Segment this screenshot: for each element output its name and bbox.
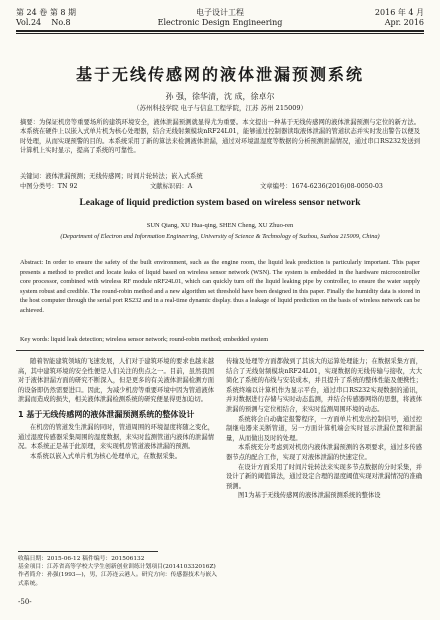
authors-en: SUN Qiang, XU Hua-qing, SHEN Cheng, XU Zhuo-ren [146, 222, 294, 229]
running-header [16, 8, 424, 28]
affiliation-cn: （苏州科技学院 电子与信息工程学院，江苏 苏州 215009） [132, 104, 307, 112]
footnote-rule [18, 551, 158, 552]
keywords-cn: 关键词：液体泄漏预测；无线传感网；时间片轮转法；嵌入式系统 [20, 173, 203, 180]
body-paragraph: 随着智能建筑领域的飞速发展，人们对于建筑环境的要求也越来越高，其中建筑环境的安全性便是人们关注的焦点之一。目前，虽然我国对于液体泄漏方面的研究不断深入，但是更多的有关液体泄漏检测方面的设备即仍然需要进口。因此，为减少机房等重要环境中因为管道液体泄漏而造成的损失，相关液体泄漏检测系统的研究便显得更加迫切。 [18, 358, 214, 404]
abstract-separator [16, 350, 424, 351]
body-paragraph: 图1为基于无线传感网的液体泄漏预测系统的整体设 [238, 492, 381, 500]
volume-issue-en: Vol.24 No.8 [16, 18, 71, 27]
body-paragraph: 本系统以嵌入式单片机为核心处理单元，在数据采集。 [30, 452, 182, 460]
page-number: -50- [18, 598, 32, 606]
body-paragraph: 在设计方面采用了时间片轮转法来实现多节点数据的分时采集，并设计了新的阈值算法，通过设定合理的湿度阈值实现对泄漏情况的准确预测。 [226, 463, 422, 490]
header-rule-thin [16, 33, 424, 34]
body-paragraph: 系统将会自动确定报警程序，一方面单片机发出控制信号，通过控制继电器来关断管道，另一方面计算机端会实时显示泄漏位置和泄漏量，从而做出及时的处理。 [226, 415, 422, 442]
journal-name-en: Electronic Design Engineering [157, 18, 283, 27]
abstract-en: Abstract: In order to ensure the safety of the built environment, such as the engine room, the liquid leak prediction is particularly important. This paper presents a method to predict and locate leaks of liquid based on wireless sensor network (WSN). The system is embedded in the hardware microcontroller core processor, combined with wireless RF module nRF24L01, which can quickly turn off the liquid leaking pipe by controller, to ensure the water supply system robust and credible. The round-robin method and a new algorithm set threshold have been designed in this paper. Finally the humidity data is stored in the host computer through the serial port RS232 and in a real-time dynamic display. thus a leakage of liquid prediction on the basis of wireless network can be achieved. [20, 259, 420, 314]
footnote-fund: 基金项目：江苏省高等学校大学生创新创业训练计划项目(201410332016Z) [18, 564, 216, 571]
article-number: 文章编号：1674-6236(2016)08-0050-03 [260, 183, 383, 190]
title-en: Leakage of liquid prediction system based on wireless sensor network [79, 198, 361, 208]
title-cn: 基于无线传感网的液体泄漏预测系统 [75, 65, 364, 84]
body-column-right [226, 357, 422, 501]
section-heading-1: 1 基于无线传感网的液体泄漏预测系统的整体设计 [18, 409, 195, 419]
keywords-en: Key words: liquid leak detection; wireless sensor network; round-robin method; embedded system [20, 336, 269, 343]
body-paragraph: 本系统充分考虑到对机房内液体泄漏预测的各项要求，通过多传感器节点的配合工作，实现了对液体泄漏的快速定位。 [226, 444, 422, 461]
date-en: Apr. 2016 [384, 18, 424, 27]
affiliation-en: (Department of Electron and Information Engineering, University of Science & Technology of Suzhou, Suzhou 215009, China) [60, 233, 380, 240]
body-column-left [18, 357, 214, 461]
body-paragraph: 在机房的管道发生泄漏的同时，管道周围的环境湿度将随之变化，通过湿度传感器采集周围的湿度数据，来实时监测管道内液体的泄漏情况。本系统正是基于此原理，来实现机房管道液体泄漏的预测。 [18, 423, 214, 451]
document-code: 文献标识码：A [150, 183, 193, 190]
date-cn: 2016 年 4 月 [374, 8, 424, 17]
footnotes [18, 555, 218, 588]
abstract-cn: 摘要：为保证机房等重要场所的建筑环境安全，液体泄漏预测就显得尤为重要。本文提出一种基于无线传感网的液体泄漏预测与定位的新方法。本系统在硬件上以嵌入式单片机为核心处理器，结合无线射频模块nRF24L01，能够通过控制器读取液体泄漏的管道状态并实时发出警告以便及时处理，从而实现预警的目的。本系统采用了新的算法来检测液体泄漏，通过对环境温湿度等数据的分析预测泄漏情况，通过串口RS232发送到计算机上实时显示，提高了系统的可靠性。 [20, 119, 420, 154]
footnote-received: 收稿日期：2015-06-12 稿件编号：201506132 [18, 556, 145, 562]
volume-issue-cn: 第 24 卷 第 8 期 [16, 8, 76, 17]
body-paragraph: 传输及处理等方面都做到了其该大的运算处理能力；在数据采集方面，结合了无线射频模块nRF24L01，实现数据的无线传输与接收，大大简化了系统的布线与安装成本，并且提升了系统的整体性能及便携性；系统终端以计算机作为显示平台，通过串口RS232实现数据的通讯，并对数据进行存储与实时动态监测，并结合传感器网络的思想，将液体泄漏的预测与定位相结合，来实时监测周围环境的动态。 [226, 358, 422, 413]
class-number: 中图分类号：TN 92 [20, 183, 78, 190]
authors-cn: 孙 强，徐华清，沈 成，徐卓尔 [165, 92, 275, 101]
classification-line [20, 182, 420, 191]
journal-name-cn: 电子设计工程 [196, 8, 244, 17]
header-rule-thick [16, 30, 424, 32]
footnote-author-bio: 作者简介：孙强(1993—)，男，江苏连云港人。研究方向：传感器技术与嵌入式系统。 [18, 572, 217, 587]
